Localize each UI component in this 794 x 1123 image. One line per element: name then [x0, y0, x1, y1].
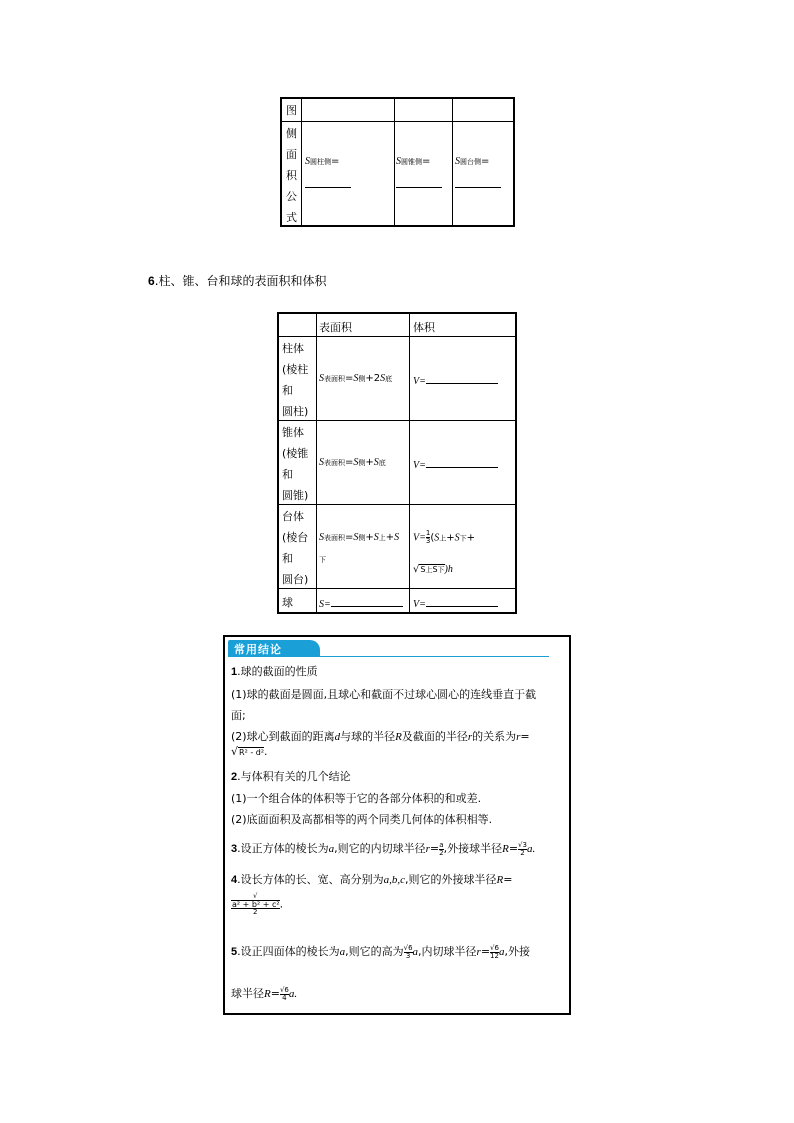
item-1-a-cont: 面;	[231, 709, 246, 722]
header-volume: 体积	[413, 321, 435, 334]
surface-volume-table	[277, 312, 517, 614]
frustum-volume-formula: V= $\frac{1}{3}$ (S上+S下+	[413, 529, 476, 545]
frustum-volume-formula-cont: √S上S下)h	[413, 564, 453, 575]
common-conclusions-box	[223, 635, 571, 1015]
prism-volume-formula: V=	[413, 373, 498, 387]
sphere-volume-formula: V=	[413, 596, 498, 610]
item-4-formula: √ a² + b² + c² 2 .	[232, 892, 284, 916]
section-number: 6	[148, 274, 155, 288]
item-5-cont: 球半径R= $\frac{√6}{4}$ a.	[231, 985, 298, 1002]
section-heading	[148, 272, 327, 289]
row-label-sphere: 球	[282, 596, 293, 609]
cylinder-lateral-formula: S圆柱侧=	[305, 156, 340, 167]
row-label-line: 台体	[282, 510, 304, 523]
item-1-b: (2)球心到截面的距离d与球的半径R及截面的半径r的关系为r=	[231, 730, 530, 743]
table-divider	[394, 99, 395, 225]
cone-lateral-formula: S圆锥侧=	[396, 156, 431, 167]
row-label-line: (棱锥	[282, 447, 309, 460]
answer-blank	[426, 373, 498, 384]
conclusions-tab-label: 常用结论	[234, 643, 282, 656]
answer-blank	[331, 596, 403, 607]
sphere-surface-formula: S=	[319, 596, 403, 610]
row-label-line: 圆台)	[282, 573, 309, 586]
row-label-char: 积	[286, 169, 297, 182]
item-5: 5.设正四面体的棱长为a,则它的高为 $\frac{√6}{3}$ a,内切球半径r= $\frac{√6}{12}$ a,外接	[231, 943, 530, 960]
table-divider	[409, 314, 410, 612]
table-divider	[316, 314, 317, 612]
tab-underline	[228, 656, 549, 657]
row-label-line: 圆锥)	[282, 489, 309, 502]
row-label-pyramid	[282, 422, 316, 506]
item-2-a: (1)一个组合体的体积等于它的各部分体积的和或差.	[231, 792, 482, 805]
row-label-char: 式	[286, 211, 297, 224]
row-label-char: 面	[286, 148, 297, 161]
row-label-line: 锥体	[282, 426, 304, 439]
answer-blank	[426, 596, 498, 607]
row-label-prism	[282, 338, 316, 422]
pyramid-surface-formula: S表面积=S侧+S底	[319, 457, 386, 468]
row-label-line: 圆柱)	[282, 405, 309, 418]
item-2-title: 2.与体积有关的几个结论	[231, 770, 351, 783]
answer-blank	[455, 187, 501, 188]
row-label-line: 柱体	[282, 342, 304, 355]
row-label-line: 和	[282, 468, 293, 481]
lateral-area-table	[280, 97, 515, 227]
answer-blank	[305, 187, 351, 188]
item-4: 4.设长方体的长、宽、高分别为a,b,c,则它的外接球半径R=	[231, 873, 513, 886]
row-label-figure: 图	[286, 104, 297, 117]
row-label-line: (棱台	[282, 531, 309, 544]
item-1-a: (1)球的截面是圆面,且球心和截面不过球心圆心的连线垂直于截	[231, 688, 537, 701]
row-label-char: 侧	[286, 127, 297, 140]
item-1-title: 1.球的截面的性质	[231, 665, 318, 678]
frustum-lateral-formula: S圆台侧=	[455, 156, 490, 167]
row-label-line: (棱柱	[282, 363, 309, 376]
header-surface-area: 表面积	[319, 321, 352, 334]
table-divider	[301, 99, 302, 225]
table-divider	[282, 121, 513, 122]
item-1-b-cont: √R² - d².	[231, 745, 268, 758]
table-divider	[279, 336, 515, 337]
frustum-surface-formula-cont: 下	[319, 556, 326, 564]
prism-surface-formula: S表面积=S侧+2S底	[319, 373, 393, 384]
row-label-frustum	[282, 506, 316, 590]
answer-blank	[426, 457, 498, 468]
row-label-line: 和	[282, 552, 293, 565]
row-label-char: 公	[286, 190, 297, 203]
table-divider	[452, 99, 453, 225]
item-2-b: (2)底面面积及高都相等的两个同类几何体的体积相等.	[231, 813, 493, 826]
answer-blank	[396, 187, 442, 188]
frustum-surface-formula: S表面积=S侧+S上+S	[319, 532, 400, 543]
section-title: .柱、锥、台和球的表面积和体积	[154, 274, 327, 288]
pyramid-volume-formula: V=	[413, 457, 498, 471]
item-3: 3.设正方体的棱长为a,则它的内切球半径r= $\frac{a}{2}$ ,外接球半径R= $\frac{√3}{2}$ a.	[231, 840, 536, 857]
conclusions-tab	[228, 640, 320, 656]
row-label-line: 和	[282, 384, 293, 397]
